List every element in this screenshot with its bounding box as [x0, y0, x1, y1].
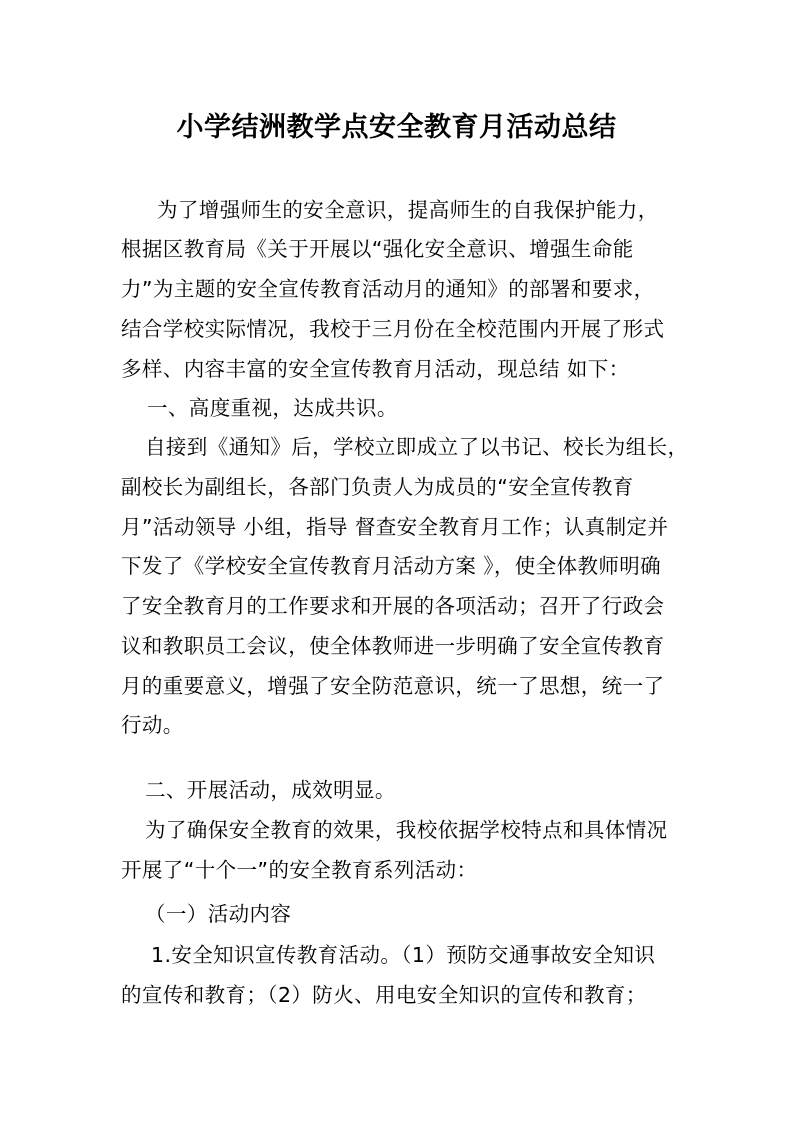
paragraph-line: 1.安全知识宣传教育活动。（1）预防交通事故安全知识	[151, 943, 656, 967]
section-heading-1: 一、高度重视，达成共识。	[147, 396, 398, 420]
paragraph-line: 副校长为副组长，各部门负责人为成员的“安全宣传教育	[121, 475, 634, 499]
paragraph-line: 下发了《学校安全宣传教育月活动方案 》，使全体教师明确	[121, 554, 662, 578]
paragraph-line: 为了确保安全教育的效果，我校依据学校特点和具体情况	[145, 818, 668, 842]
paragraph-line: 月的重要意义，增强了安全防范意识，统一了思想，统一了	[121, 674, 665, 698]
subsection-heading: （一）活动内容	[145, 902, 292, 926]
document-title: 小学结洲教学点安全教育月活动总结	[176, 112, 617, 143]
paragraph-line: 力”为主题的安全宣传教育活动月的通知》的部署和要求，	[121, 277, 655, 301]
paragraph-line: 行动。	[121, 713, 184, 737]
paragraph-line: 开展了“十个一”的安全教育系列活动：	[121, 858, 478, 882]
paragraph-line: 多样、内容丰富的安全宣传教育月活动，现总结 如下：	[121, 357, 630, 381]
paragraph-line: 议和教职员工会议，使全体教师进一步明确了安全宣传教育	[121, 634, 665, 658]
paragraph-line: 根据区教育局《关于开展以“强化安全意识、增强生命能	[121, 237, 634, 261]
paragraph-line: 月”活动领导 小组，指导 督查安全教育月工作；认真制定并	[121, 515, 669, 539]
section-heading-2: 二、开展活动，成效明显。	[145, 778, 396, 802]
paragraph-line: 了安全教育月的工作要求和开展的各项活动；召开了行政会	[121, 594, 665, 618]
paragraph-line: 自接到《通知》后，学校立即成立了以书记、校长为组长，	[145, 435, 689, 459]
paragraph-line: 的宣传和教育；（2）防火、用电安全知识的宣传和教育；	[121, 983, 647, 1007]
paragraph-line: 结合学校实际情况，我校于三月份在全校范围内开展了形式	[121, 317, 665, 341]
paragraph-line: 为了增强师生的安全意识，提高师生的自我保护能力，	[157, 198, 659, 222]
